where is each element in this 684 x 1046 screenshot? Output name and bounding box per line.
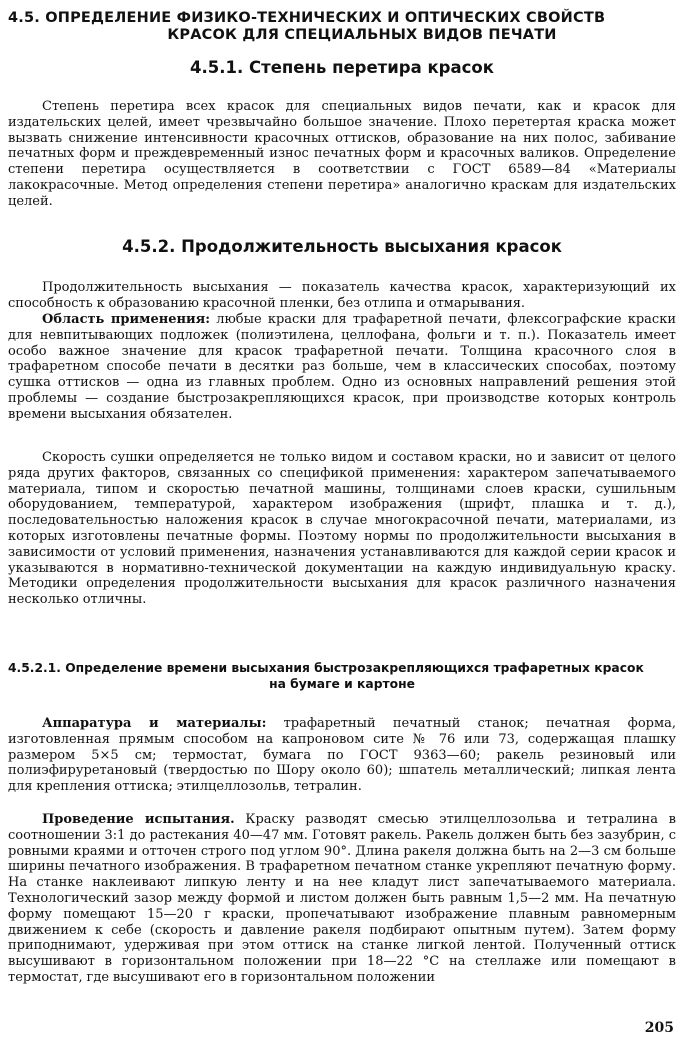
test-procedure-text: Краску разводят смесью этилцеллозольва и тетралина в соотношении 3:1 до растекания 40—47 мм. Готовят ракель. Ракель должен быть без зазубрин, с ровными краями и отточен строго под углом 90°. Длина ракеля должна быть на 2—3 см больше ширины печатного изображения. В трафаретном печатном станке укрепляют печатную форму. На станке наклеивают липкую ленту и на нее кладут лист запечатываемого материала. Технологический зазор между формой и листом должен быть равным 1,5—2 мм. На печатную форму помещают 15—20 г краски, пропечатывают изображение плавным равномерным движением к себе (скорость и давление ракеля подбирают опытным путем). Затем форму приподнимают, удерживая при этом оттиск на станке лигкой лентой. Полученный оттиск высушивают в горизонтальном положении при 18—22 °С на стеллаже или помещают в термостат, где высушивают его в горизонтальном положении: [8, 812, 676, 985]
subsection-heading-4-5-2-1-line2: на бумаге и картоне: [269, 677, 415, 691]
paragraph-drying-speed: Скорость сушки определяется не только видом и составом краски, но и зависит от целого ряда других факторов, связанных со спецификой применения: характером запечатываемого материала, типом и скоростью печатной машины, толщинами слоев краски, сушильным оборудованием, температурой, характером изображения (шрифт, плашка и т. д.), последовательностью наложения красок в случае многокрасочной печати, материалами, из которых изготовлены печатные формы. Поэтому нормы по продолжительности высыхания в зависимости от условий применения, назначения устанавливаются для каждой серии красок и указываются в нормативно-технической документации на каждую индивидуальную краску. Методики определения продолжительности высыхания для красок различного назначения несколько отличны.: [8, 450, 676, 608]
subsection-heading-4-5-2-1: [8, 660, 676, 692]
page-number: 205: [644, 1020, 674, 1036]
equipment-lead: Аппаратура и материалы:: [42, 716, 267, 731]
subsection-heading-4-5-2: 4.5.2. Продолжительность высыхания красок: [122, 237, 562, 256]
subsection-heading-4-5-1: 4.5.1. Степень перетира красок: [190, 58, 494, 77]
section-heading-line1: 4.5. ОПРЕДЕЛЕНИЕ ФИЗИКО-ТЕХНИЧЕСКИХ И ОПТИЧЕСКИХ СВОЙСТВ: [8, 10, 606, 26]
subsection-heading-4-5-2-1-line1: 4.5.2.1. Определение времени высыхания быстрозакрепляющихся трафаретных красок: [8, 661, 644, 675]
test-procedure-lead: Проведение испытания.: [42, 812, 235, 827]
section-heading: [8, 10, 676, 44]
application-area-text: любые краски для трафаретной печати, флексографские краски для невпитывающих подложек (полиэтилена, целлофана, фольги и т. п.). Показатель имеет особо важное значение для красок трафаретной печати. Толщина красочного слоя в трафаретном способе печати в десятки раз больше, чем в классических способах, поэтому сушка оттисков — одна из главных проблем. Одно из основных направлений решения этой проблемы — создание быстрозакрепляющихся красок, при производстве которых контроль времени высыхания обязателен.: [8, 312, 676, 422]
equipment-text: трафаретный печатный станок; печатная форма, изготовленная прямым способом на капроновом сите № 76 или 73, содержащая плашку размером 5×5 см; термостат, бумага по ГОСТ 9363—60; ракель резиновый или полиэфируретановый (твердостью по Шору около 60); шпатель металлический; липкая лента для крепления оттиска; этилцеллозольв, тетралин.: [8, 716, 676, 795]
application-area-lead: Область применения:: [42, 312, 211, 327]
paragraph-application-area: [8, 312, 676, 423]
paragraph-test-procedure: [8, 812, 676, 986]
paragraph-equipment-materials: [8, 716, 676, 795]
section-heading-line2: КРАСОК ДЛЯ СПЕЦИАЛЬНЫХ ВИДОВ ПЕЧАТИ: [167, 27, 557, 43]
paragraph-drying-definition: Продолжительность высыхания — показатель качества красок, характеризующий их способность к образованию красочной пленки, без отлипа и отмарывания.: [8, 280, 676, 311]
paragraph-grind-degree: Степень перетира всех красок для специальных видов печати, как и красок для издательских целей, имеет чрезвычайно большое значение. Плохо перетертая краска может вызвать снижение интенсивности красочных оттисков, образование на них полос, забивание печатных форм и преждевременный износ печатных форм и красочных валиков. Определение степени перетира осуществляется в соответствии с ГОСТ 6589—84 «Материалы лакокрасочные. Метод определения степени перетира» аналогично краскам для издательских целей.: [8, 99, 676, 209]
